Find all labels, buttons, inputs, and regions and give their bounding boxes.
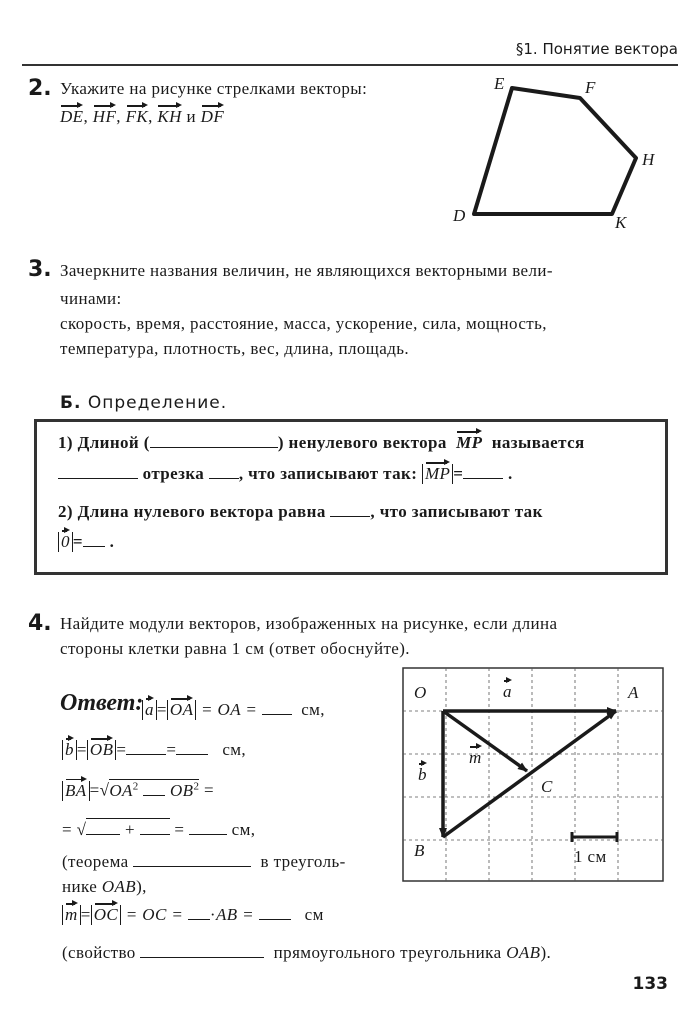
answer-label: Ответ:: [60, 690, 144, 716]
definition-1-line2: отрезка , что записывают так: MP = .: [58, 464, 513, 484]
answer-line-1: a = OA = OA = см,: [142, 700, 325, 720]
vector-hf: HF: [92, 107, 117, 126]
task4-line1: Найдите модули векторов, изображенных на рисунке, если длина: [60, 614, 558, 633]
answer-line-2: b = OB = = см,: [62, 740, 246, 760]
vector-m-arrow: [443, 711, 527, 771]
header-rule: [22, 64, 678, 66]
page-number: 133: [632, 974, 668, 994]
task3-line3: скорость, время, расстояние, масса, ускорение, сила, мощность,: [60, 314, 547, 333]
point-f-label: F: [585, 78, 596, 97]
answer-line-8: (свойство прямоугольного треугольника OAB).: [62, 943, 552, 962]
vector-fk: FK: [125, 107, 149, 126]
task2-number: 2.: [28, 76, 52, 101]
section-header: §1. Понятие вектора: [515, 40, 678, 58]
answer-line-4: = √ + = см,: [62, 820, 256, 839]
definition-2-line1: 2) Длина нулевого вектора равна , что записывают так: [58, 502, 543, 521]
vector-m-label: m: [469, 748, 482, 767]
definition-2-line2: 0 = .: [58, 532, 114, 552]
vector-de: DE: [60, 107, 84, 126]
task4-line2: стороны клетки равна 1 см (ответ обоснуйте).: [60, 639, 410, 658]
task4-number: 4.: [28, 611, 52, 636]
vector-b-label: b: [418, 765, 427, 784]
definition-1-line1: 1) Длиной ( ) ненулевого вектора MP называется: [58, 433, 585, 452]
answer-line-7: m = OC = OC = ·AB = см: [62, 905, 324, 925]
task2-vectors: DE, HF, FK, KH и DF: [60, 107, 225, 126]
point-b-label: B: [414, 841, 425, 860]
point-h-label: H: [642, 150, 655, 169]
task2-text: Укажите на рисунке стрелками векторы:: [60, 79, 368, 98]
answer-line-5: (теорема в треуголь-: [62, 852, 346, 871]
vector-df: DF: [200, 107, 225, 126]
task3-number: 3.: [28, 257, 52, 282]
point-c-label: C: [541, 777, 553, 796]
answer-line-6: нике OAB),: [62, 877, 147, 896]
scale-label: 1 см: [574, 847, 607, 866]
vector-a-label: a: [503, 682, 512, 701]
point-a-label: A: [628, 683, 639, 702]
task3-line1: Зачеркните названия величин, не являющихся векторными вели-: [60, 261, 553, 280]
point-d-label: D: [453, 206, 466, 225]
vector-grid-figure: [402, 667, 664, 883]
vector-kh: KH: [157, 107, 182, 126]
section-b-heading: Б. Определение.: [60, 393, 228, 413]
point-o-label: O: [414, 683, 427, 702]
pentagon-figure: [440, 70, 670, 240]
point-e-label: E: [494, 74, 505, 93]
task3-line2: чинами:: [60, 289, 122, 308]
answer-line-3: BA $=√OA^2$ $OB^2$ =: [62, 780, 214, 801]
point-k-label: K: [615, 213, 627, 232]
task3-line4: температура, плотность, вес, длина, площадь.: [60, 339, 410, 358]
